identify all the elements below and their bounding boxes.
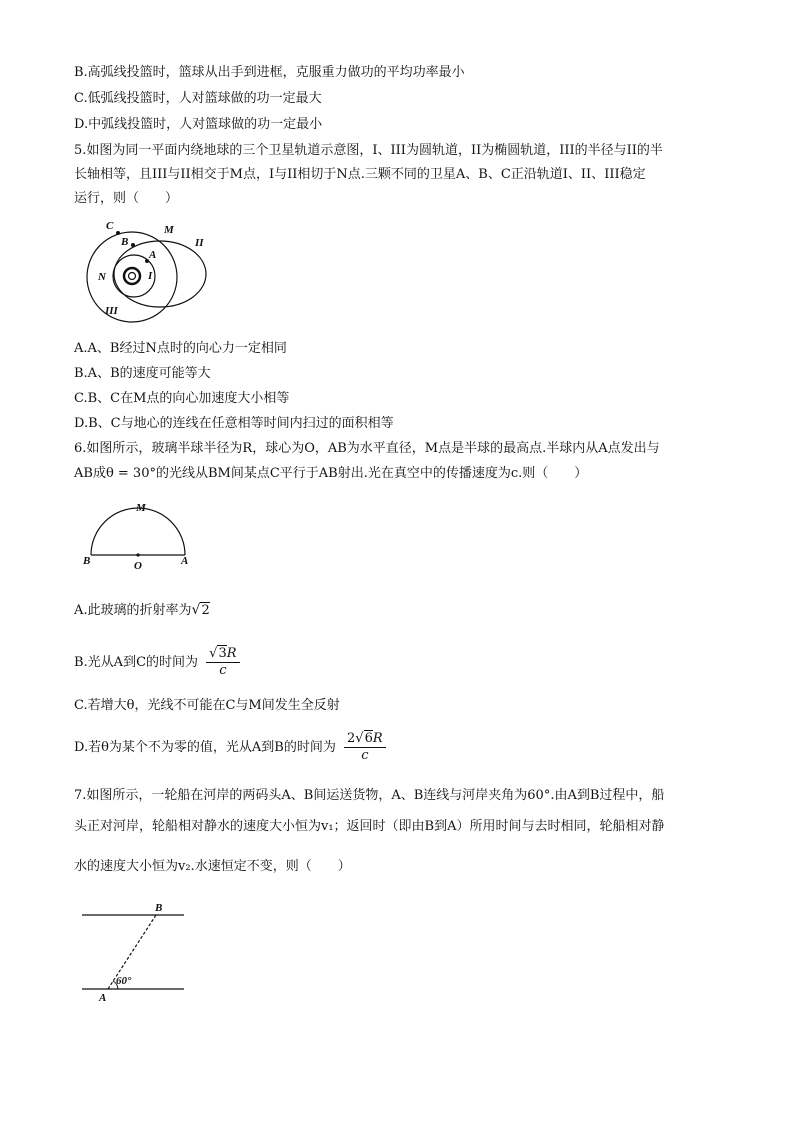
label-a: A [99,992,107,1004]
label-a: A [181,555,189,567]
q6-hemisphere-figure [80,498,195,573]
q4-option-c: C.低弧线投篮时，人对篮球做的功一定最大 [74,91,322,106]
q6-stem-line1: 6.如图所示，玻璃半球半径为R，球心为O，AB为水平直径，M点是半球的最高点.半球内从A点发出与 [74,441,660,456]
satellite-c [116,231,120,235]
q5-stem-line1: 5.如图为同一平面内绕地球的三个卫星轨道示意图，I、III为圆轨道，II为椭圆轨道，III的半径与II的半 [74,143,663,158]
q6-option-a-text: A.此玻璃的折射率为 [74,603,192,618]
earth-core [129,273,136,280]
label-c: C [106,220,114,232]
q7-stem-line3: 水的速度大小恒为v₂.水速恒定不变，则（ ） [74,859,351,874]
q5-stem-line2: 长轴相等，且III与II相交于M点，I与II相切于N点.三颗不同的卫星A、B、C正沿轨道I、II、III稳定 [74,167,646,182]
q4-option-d: D.中弧线投篮时，人对篮球做的功一定最小 [74,117,323,132]
satellite-b [131,243,135,247]
q6-option-d-fraction [344,731,386,764]
label-b: B [121,236,129,248]
label-angle: 60° [116,975,132,987]
center-o [136,553,139,556]
orbit-ii [114,241,206,307]
q6-stem-line2: AB成θ = 30°的光线从BM间某点C平行于AB射出.光在真空中的传播速度为c.则（ ） [74,466,588,481]
label-m: M [164,224,174,236]
sqrt-symbol: √ [191,602,201,618]
earth [124,268,140,284]
q5-orbit-figure [78,214,218,324]
sqrt-value: 2 [201,603,210,618]
q7-stem-line2: 头正对河岸，轮船相对静水的速度大小恒为v₁；返回时（即由B到A）所用时间与去时相同，轮船相对静 [74,819,665,834]
q5-stem-line3: 运行，则（ ） [74,191,179,206]
q4-option-b: B.高弧线投篮时，篮球从出手到进框，克服重力做功的平均功率最小 [74,65,465,80]
label-m: M [136,502,146,514]
q6-option-b-fraction [206,646,239,679]
q5-option-c: C.B、C在M点的向心加速度大小相等 [74,391,290,406]
label-b: B [155,902,163,914]
q5-option-a: A.A、B经过N点时的向心力一定相同 [74,341,287,356]
q6-option-c: C.若增大θ，光线不可能在C与M间发生全反射 [74,698,340,713]
fraction-denominator: c [219,663,227,678]
label-iii: III [105,305,118,317]
fraction-numerator: 2√6R [344,731,386,748]
q7-river-figure [78,900,190,1005]
hemisphere-arc [91,508,185,555]
q6-option-d-text: D.若θ为某个不为零的值，光从A到B的时间为 [74,740,336,755]
q7-stem-line1: 7.如图所示，一轮船在河岸的两码头A、B间运送货物，A、B连线与河岸夹角为60°.由A到B过程中，船 [74,788,665,803]
q5-option-b: B.A、B的速度可能等大 [74,366,211,381]
label-i: I [148,270,153,282]
q6-option-b-text: B.光从A到C的时间为 [74,655,199,670]
label-a: A [149,249,157,261]
q6-option-b [74,646,240,680]
label-ii: II [195,237,204,249]
label-o: O [134,560,142,572]
q6-option-d [74,731,386,765]
q5-option-d: D.B、C与地心的连线在任意相等时间内扫过的面积相等 [74,416,394,431]
fraction-numerator: √3R [206,646,239,663]
label-n: N [98,271,106,283]
label-b: B [83,555,91,567]
q6-option-a [74,601,210,620]
fraction-denominator: c [361,748,369,763]
